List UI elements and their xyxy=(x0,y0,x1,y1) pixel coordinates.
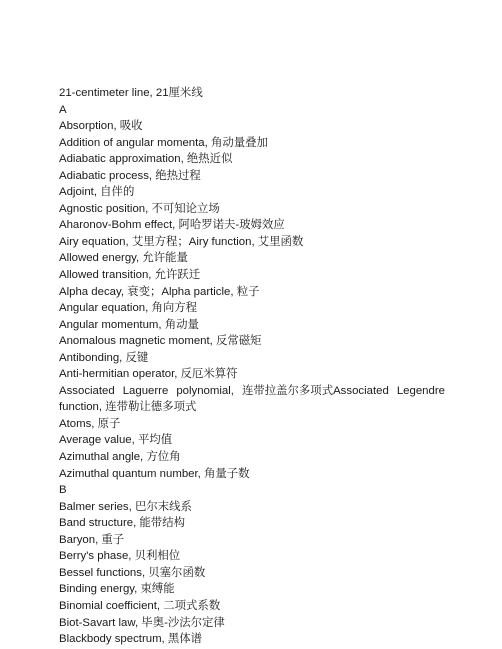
glossary-entry: Angular equation, 角向方程 xyxy=(59,302,198,315)
glossary-word: Associated xyxy=(59,384,115,397)
glossary-entry: Adiabatic process, 绝热过程 xyxy=(59,169,201,182)
glossary-page xyxy=(59,85,445,648)
glossary-entry: Balmer series, 巴尔末线系 xyxy=(59,500,192,513)
glossary-entry: Alpha decay, 衰变；Alpha particle, 粒子 xyxy=(59,285,260,298)
glossary-entry: Binding energy, 束缚能 xyxy=(59,583,175,596)
section-letter: B xyxy=(59,484,67,497)
glossary-entry: Absorption, 吸收 xyxy=(59,120,143,133)
glossary-entry: Bessel functions, 贝塞尔函数 xyxy=(59,566,206,579)
glossary-entry: Antibonding, 反键 xyxy=(59,351,149,364)
glossary-entry: Anomalous magnetic moment, 反常磁矩 xyxy=(59,335,262,348)
glossary-entry: Biot-Savart law, 毕奥-沙法尔定律 xyxy=(59,616,225,629)
glossary-entry: Atoms, 原子 xyxy=(59,417,121,430)
glossary-entry xyxy=(59,383,445,416)
glossary-entry-line-2: function, 连带勒让德多项式 xyxy=(59,401,197,414)
glossary-entry: Angular momentum, 角动量 xyxy=(59,318,199,331)
glossary-entry: Addition of angular momenta, 角动量叠加 xyxy=(59,136,268,149)
glossary-entry: Aharonov-Bohm effect, 阿哈罗诺夫-玻姆效应 xyxy=(59,219,285,232)
glossary-entry-line-1 xyxy=(59,383,445,400)
glossary-word: 连带拉盖尔多项式Associated xyxy=(241,384,389,397)
glossary-entry: 21-centimeter line, 21厘米线 xyxy=(59,87,203,99)
glossary-entry: Airy equation, 艾里方程；Airy function, 艾里函数 xyxy=(59,235,304,248)
glossary-entry: Band structure, 能带结构 xyxy=(59,517,185,530)
glossary-entry: Baryon, 重子 xyxy=(59,533,125,546)
glossary-entry: Binomial coefficient, 二项式系数 xyxy=(59,599,221,612)
glossary-word: Legendre xyxy=(396,384,445,397)
glossary-entry: Adjoint, 自伴的 xyxy=(59,186,135,199)
glossary-entry: Allowed transition, 允许跃迁 xyxy=(59,269,201,282)
glossary-entry: Anti-hermitian operator, 反厄米算符 xyxy=(59,368,238,381)
glossary-entry: Berry's phase, 贝利相位 xyxy=(59,550,181,563)
glossary-entry: Azimuthal quantum number, 角量子数 xyxy=(59,467,250,480)
section-letter: A xyxy=(59,103,67,116)
glossary-entry: Blackbody spectrum, 黑体谱 xyxy=(59,633,203,646)
glossary-word: Laguerre xyxy=(122,384,169,397)
glossary-entry: Allowed energy, 允许能量 xyxy=(59,252,188,265)
glossary-entry: Azimuthal angle, 方位角 xyxy=(59,451,181,464)
glossary-word: polynomial, xyxy=(176,384,234,397)
glossary-entry: Average value, 平均值 xyxy=(59,434,173,447)
glossary-entry: Adiabatic approximation, 绝热近似 xyxy=(59,153,233,166)
glossary-entry: Agnostic position, 不可知论立场 xyxy=(59,202,220,215)
